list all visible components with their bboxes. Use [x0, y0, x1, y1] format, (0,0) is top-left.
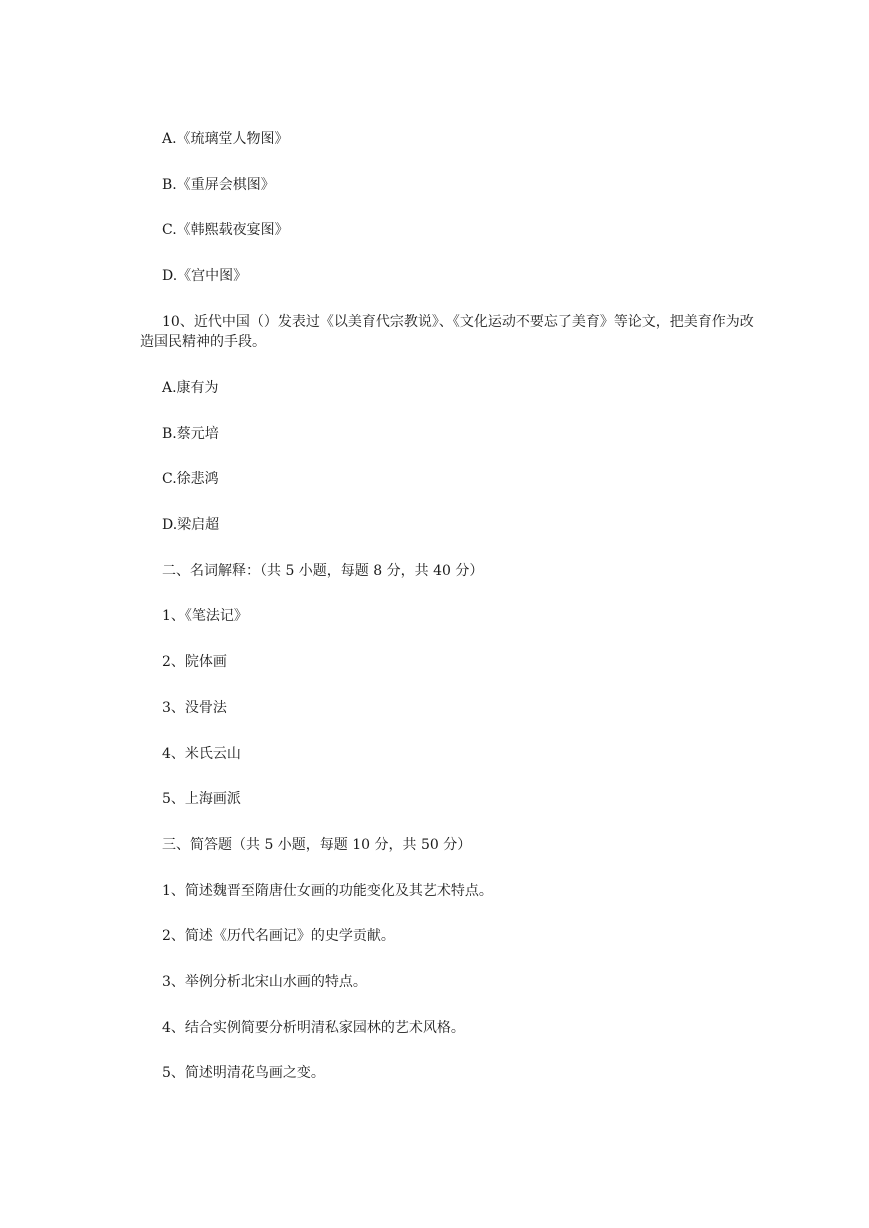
q10-option-a: A.康有为	[162, 380, 219, 396]
q9-option-c: C.《韩熙载夜宴图》	[162, 222, 289, 238]
q10-option-c: C.徐悲鸿	[162, 471, 219, 487]
q9-option-b: B.《重屏会棋图》	[162, 177, 275, 193]
q10-option-b: B.蔡元培	[162, 426, 219, 442]
section2-item-3: 3、没骨法	[162, 700, 227, 716]
section2-item-2: 2、院体画	[162, 654, 227, 670]
section3-item-4: 4、结合实例简要分析明清私家园林的艺术风格。	[162, 1020, 465, 1036]
section3-item-5: 5、简述明清花鸟画之变。	[162, 1065, 325, 1081]
q9-option-a: A.《琉璃堂人物图》	[162, 131, 289, 147]
section2-heading: 二、名词解释：（共 5 小题，每题 8 分，共 40 分）	[162, 563, 484, 579]
section3-item-1: 1、简述魏晋至隋唐仕女画的功能变化及其艺术特点。	[162, 883, 493, 899]
q9-option-d: D.《宫中图》	[162, 268, 248, 284]
section2-item-5: 5、上海画派	[162, 791, 241, 807]
section2-item-1: 1、《笔法记》	[162, 608, 248, 624]
q10-question: 10、近代中国（）发表过《以美育代宗教说》、《文化运动不要忘了美育》等论文，把美育作为改造国民精神的手段。	[140, 314, 754, 350]
section3-item-3: 3、举例分析北宋山水画的特点。	[162, 974, 367, 990]
q10-option-d: D.梁启超	[162, 517, 220, 533]
section2-item-4: 4、米氏云山	[162, 746, 241, 762]
section3-heading: 三、简答题（共 5 小题，每题 10 分，共 50 分）	[162, 837, 472, 853]
section3-item-2: 2、简述《历代名画记》的史学贡献。	[162, 928, 395, 944]
